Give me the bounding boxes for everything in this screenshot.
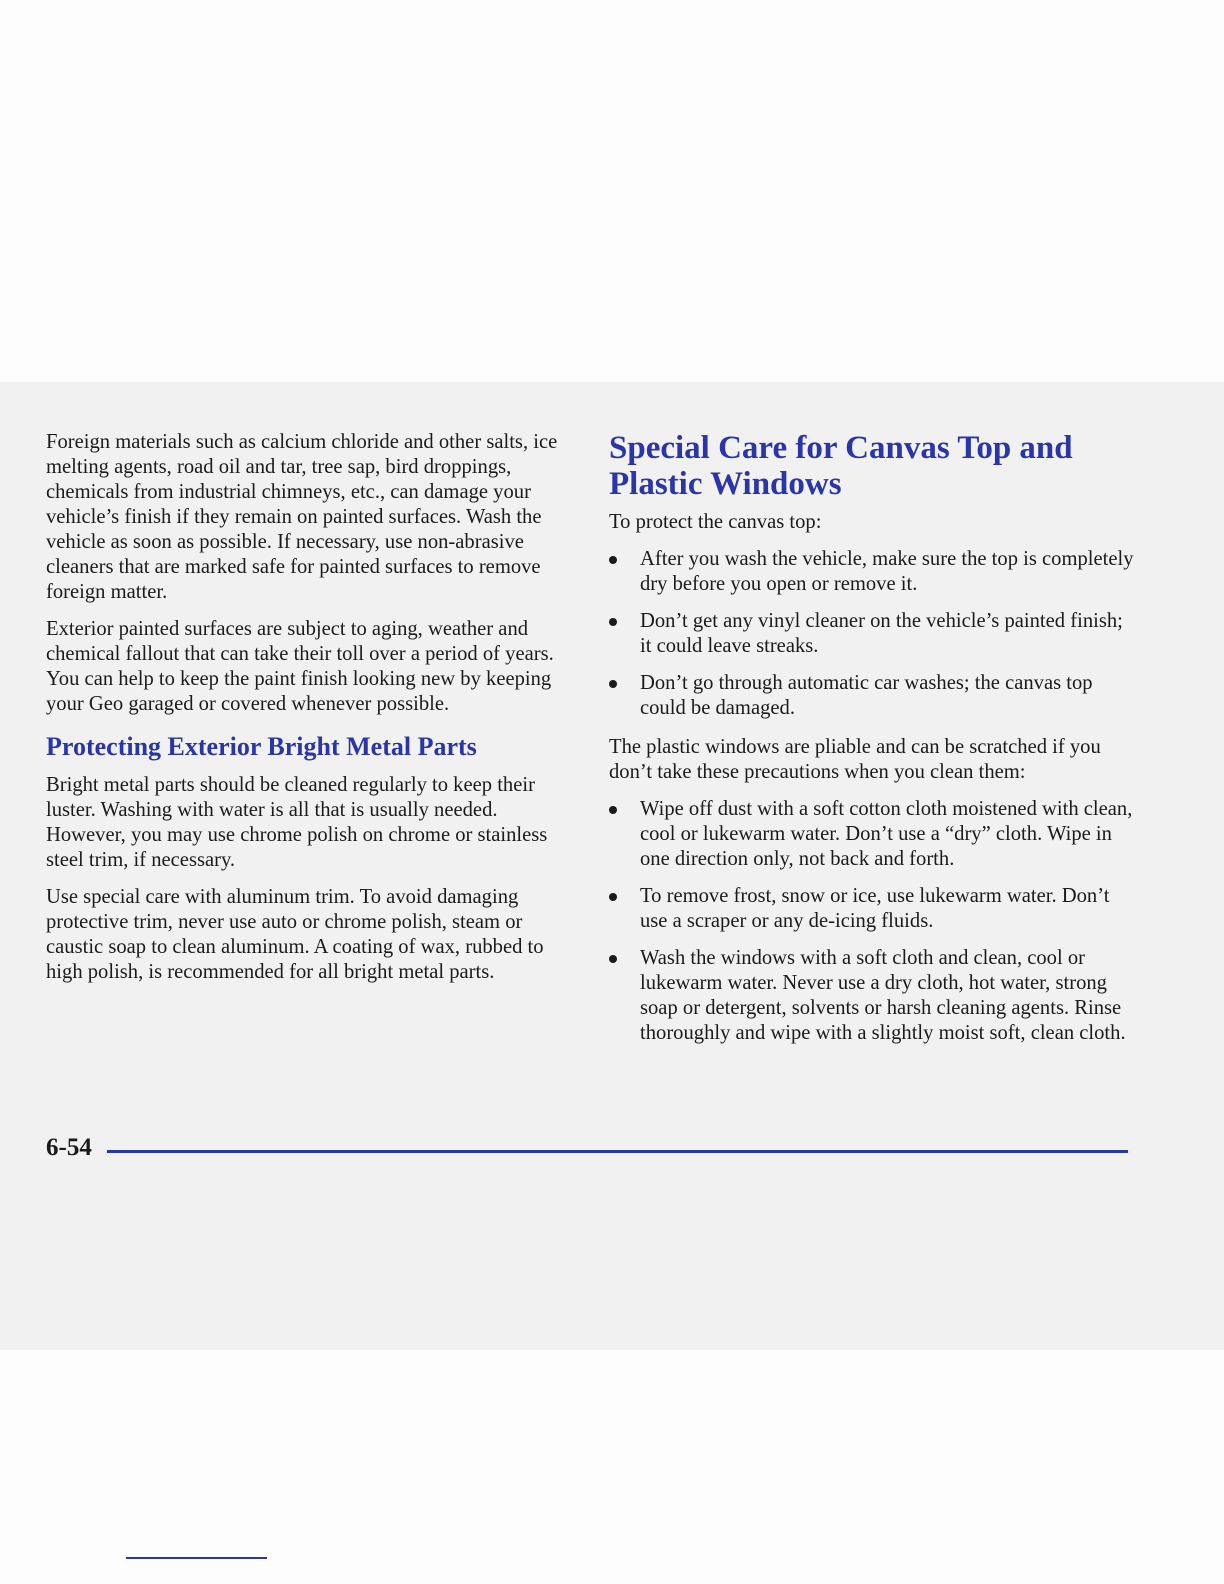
left-column (46, 430, 576, 985)
bullet-icon (609, 955, 617, 963)
list-item-text: Wipe off dust with a soft cotton cloth moistened with clean, cool or lukewarm water. Don’t use a “dry” cloth. Wipe in one direction only, not back and forth. (640, 798, 1133, 870)
section-heading-canvas-top: Special Care for Canvas Top and Plastic Windows (609, 430, 1073, 502)
bullet-icon (609, 680, 617, 688)
list-item-text: To remove frost, snow or ice, use lukewarm water. Don’t use a scraper or any de-icing fluids. (640, 885, 1110, 932)
list-item (609, 547, 1139, 597)
bottom-rule-stub (126, 1557, 267, 1559)
list-item-text: Don’t get any vinyl cleaner on the vehicle’s painted finish; it could leave streaks. (640, 610, 1123, 657)
section-heading-bright-metal: Protecting Exterior Bright Metal Parts (46, 732, 477, 761)
bullet-icon (609, 556, 617, 564)
bullet-icon (609, 618, 617, 626)
page-number: 6-54 (46, 1134, 92, 1161)
page-footer (46, 1132, 1128, 1166)
bullet-icon (609, 893, 617, 901)
list-item (609, 884, 1139, 934)
paragraph-aluminum-trim: Use special care with aluminum trim. To avoid damaging protective trim, never use auto or chrome polish, steam or caustic soap to clean aluminum. A coating of wax, rubbed to high polish, is recommended for all bright metal parts. (46, 886, 544, 983)
footer-rule (107, 1150, 1128, 1153)
windows-intro-text: The plastic windows are pliable and can be scratched if you don’t take these precautions when you clean them: (609, 736, 1101, 783)
canvas-intro-text: To protect the canvas top: (609, 511, 822, 533)
list-item (609, 609, 1139, 659)
list-item-text: After you wash the vehicle, make sure the top is completely dry before you open or remove it. (640, 548, 1134, 595)
paragraph-exterior-aging: Exterior painted surfaces are subject to aging, weather and chemical fallout that can take their toll over a period of years. You can help to keep the paint finish looking new by keeping your Geo garaged or covered whenever possible. (46, 618, 554, 715)
right-column (609, 430, 1139, 1046)
list-item (609, 797, 1139, 872)
list-item (609, 946, 1139, 1046)
paragraph-foreign-materials: Foreign materials such as calcium chloride and other salts, ice melting agents, road oil and tar, tree sap, bird droppings, chemicals from industrial chimneys, etc., can damage your vehicle’s finish if they remain on painted surfaces. Wash the vehicle as soon as possible. If necessary, use non-abrasive cleaners that are marked safe for painted surfaces to remove foreign matter. (46, 431, 558, 603)
canvas-care-list (609, 547, 1139, 721)
paragraph-bright-metal-cleaning: Bright metal parts should be cleaned regularly to keep their luster. Washing with water is all that is usually needed. However, you may use chrome polish on chrome or stainless steel trim, if necessary. (46, 774, 548, 871)
windows-care-list (609, 797, 1139, 1046)
list-item-text: Don’t go through automatic car washes; the canvas top could be damaged. (640, 672, 1093, 719)
list-item (609, 671, 1139, 721)
list-item-text: Wash the windows with a soft cloth and clean, cool or lukewarm water. Never use a dry cloth, hot water, strong soap or detergent, solvents or harsh cleaning agents. Rinse thoroughly and wipe with a slightly moist soft, clean cloth. (640, 947, 1126, 1044)
bullet-icon (609, 806, 617, 814)
